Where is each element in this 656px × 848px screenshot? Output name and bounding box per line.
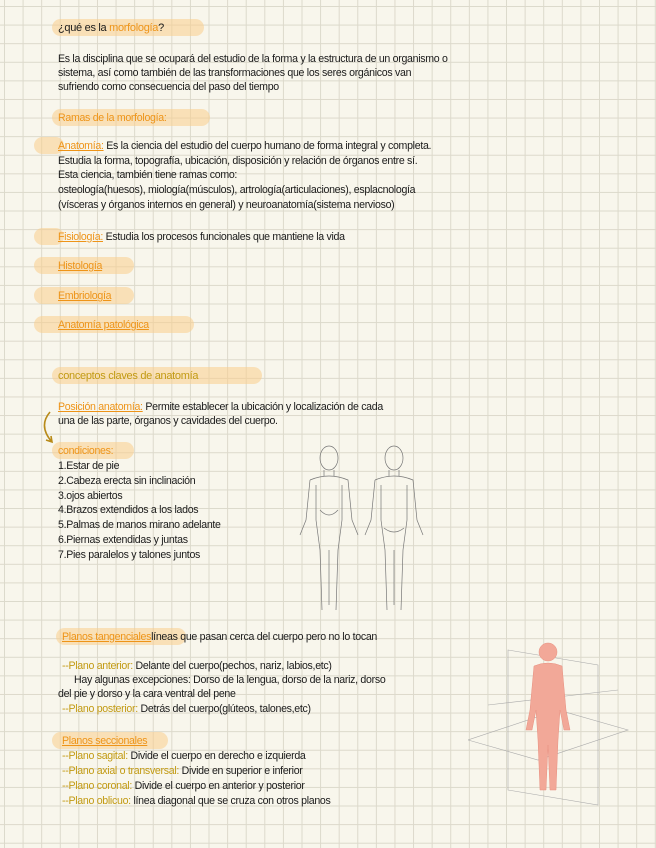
condicion-item: 2.Cabeza erecta sin inclinación: [58, 475, 196, 487]
posicion-line: una de las parte, órganos y cavidades del cuerpo.: [58, 415, 278, 427]
plano-axial: --Plano axial o transversal: Divide en superior e inferior: [62, 765, 303, 777]
body-planes-figure: [468, 630, 638, 810]
anatomia-line: Estudia la forma, topografía, ubicación, disposición y relación de órganos entre sí.: [58, 155, 418, 167]
intro-line: sufriendo como consecuencia del paso del tiempo: [58, 81, 279, 93]
embriologia: Embriología: [58, 290, 112, 302]
posicion-def: Posición anatomía: Permite establecer la ubicación y localización de cada: [58, 401, 383, 413]
anatomia-patologica: Anatomía patológica: [58, 319, 149, 331]
plano-sagital: --Plano sagital: Divide el cuerpo en derecho e izquierda: [62, 750, 306, 762]
condicion-item: 5.Palmas de manos mirano adelante: [58, 519, 221, 531]
condicion-item: 6.Piernas extendidas y juntas: [58, 534, 188, 546]
excepciones-line: Hay algunas excepciones: Dorso de la lengua, dorso de la nariz, dorso: [74, 674, 386, 686]
page-title: ¿qué es la morfología?: [58, 22, 164, 34]
anatomia-line: Esta ciencia, también tiene ramas como:: [58, 169, 238, 181]
anatomia-line: osteología(huesos), miología(músculos), artrología(articulaciones), esplacnología: [58, 184, 416, 196]
seccionales-heading: Planos seccionales: [62, 735, 148, 747]
conceptos-heading: conceptos claves de anatomía: [58, 370, 199, 382]
curved-arrow-icon: [38, 410, 58, 446]
condiciones-heading: condiciones:: [58, 445, 114, 457]
plano-anterior: --Plano anterior: Delante del cuerpo(pechos, nariz, labios,etc): [62, 660, 332, 672]
condicion-item: 7.Pies paralelos y talones juntos: [58, 549, 201, 561]
tangenciales-def: Planos tangencialeslíneas que pasan cerca del cuerpo pero no lo tocan: [62, 631, 378, 643]
fisiologia-def: Fisiología: Estudia los procesos funcionales que mantiene la vida: [58, 231, 345, 243]
plano-coronal: --Plano coronal: Divide el cuerpo en anterior y posterior: [62, 780, 305, 792]
condicion-item: 4.Brazos extendidos a los lados: [58, 504, 199, 516]
histologia: Histología: [58, 260, 103, 272]
anatomia-def: Anatomía: Es la ciencia del estudio del cuerpo humano de forma integral y completa.: [58, 140, 432, 152]
anatomical-position-figures: [292, 440, 442, 615]
plano-posterior: --Plano posterior: Detrás del cuerpo(glúteos, talones,etc): [62, 703, 311, 715]
condicion-item: 3.ojos abiertos: [58, 490, 123, 502]
anatomia-line: (vísceras y órganos internos en general) y neuroanatomía(sistema nervioso): [58, 199, 395, 211]
condicion-item: 1.Estar de pie: [58, 460, 120, 472]
ramas-heading: Ramas de la morfología:: [58, 112, 167, 124]
intro-line: Es la disciplina que se ocupará del estudio de la forma y la estructura de un organismo o: [58, 53, 448, 65]
excepciones-line: del pie y dorso y la cara ventral del pene: [58, 688, 236, 700]
intro-line: sistema, así como también de las transformaciones que los seres orgánicos van: [58, 67, 412, 79]
plano-oblicuo: --Plano oblicuo: línea diagonal que se cruza con otros planos: [62, 795, 331, 807]
